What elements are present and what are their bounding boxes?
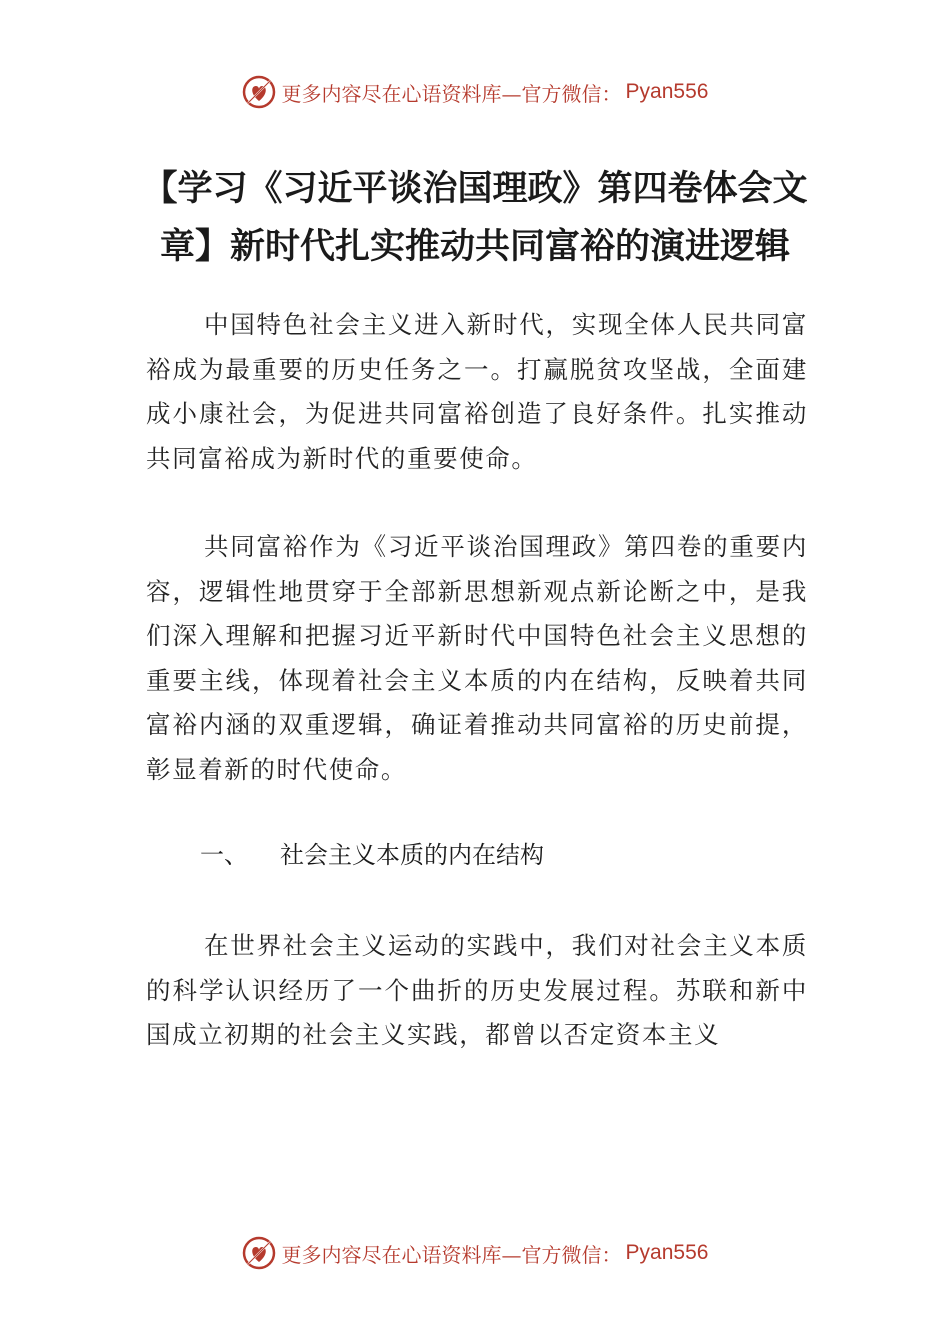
body-paragraph-1: 中国特色社会主义进入新时代，实现全体人民共同富裕成为最重要的历史任务之一。打赢脱贫攻坚战，全面建成小康社会，为促进共同富裕创造了良好条件。扎实推动共同富裕成为新时代的重要使命。 [146, 310, 808, 473]
watermark-banner-bottom [0, 1233, 950, 1273]
body-paragraph-2: 共同富裕作为《习近平谈治国理政》第四卷的重要内容，逻辑性地贯穿于全部新思想新观点新论断之中，是我们深入理解和把握习近平新时代中国特色社会主义思想的重要主线，体现着社会主义本质的内在结构，反映着共同富裕内涵的双重逻辑，确证着推动共同富裕的历史前提，彰显着新的时代使命。 [146, 532, 808, 784]
watermark-text: 更多内容尽在心语资料库—官方微信： [281, 81, 622, 106]
section-heading-text: 社会主义本质的内在结构 [280, 841, 544, 869]
section-heading [200, 835, 544, 875]
body-paragraph-3: 在世界社会主义运动的实践中，我们对社会主义本质的科学认识经历了一个曲折的历史发展过程。苏联和新中国成立初期的社会主义实践，都曾以否定资本主义 [146, 931, 808, 1049]
watermark-account: Pyan556 [625, 80, 709, 103]
watermark-account: Pyan556 [625, 1241, 709, 1264]
heart-logo-icon [242, 1236, 276, 1270]
watermark-banner-top [0, 72, 950, 112]
heart-logo-icon [242, 75, 276, 109]
watermark-text: 更多内容尽在心语资料库—官方微信： [281, 1242, 622, 1267]
document-title: 【学习《习近平谈治国理政》第四卷体会文章】新时代扎实推动共同富裕的演进逻辑 [142, 169, 808, 267]
section-heading-number: 一、 [200, 841, 248, 869]
